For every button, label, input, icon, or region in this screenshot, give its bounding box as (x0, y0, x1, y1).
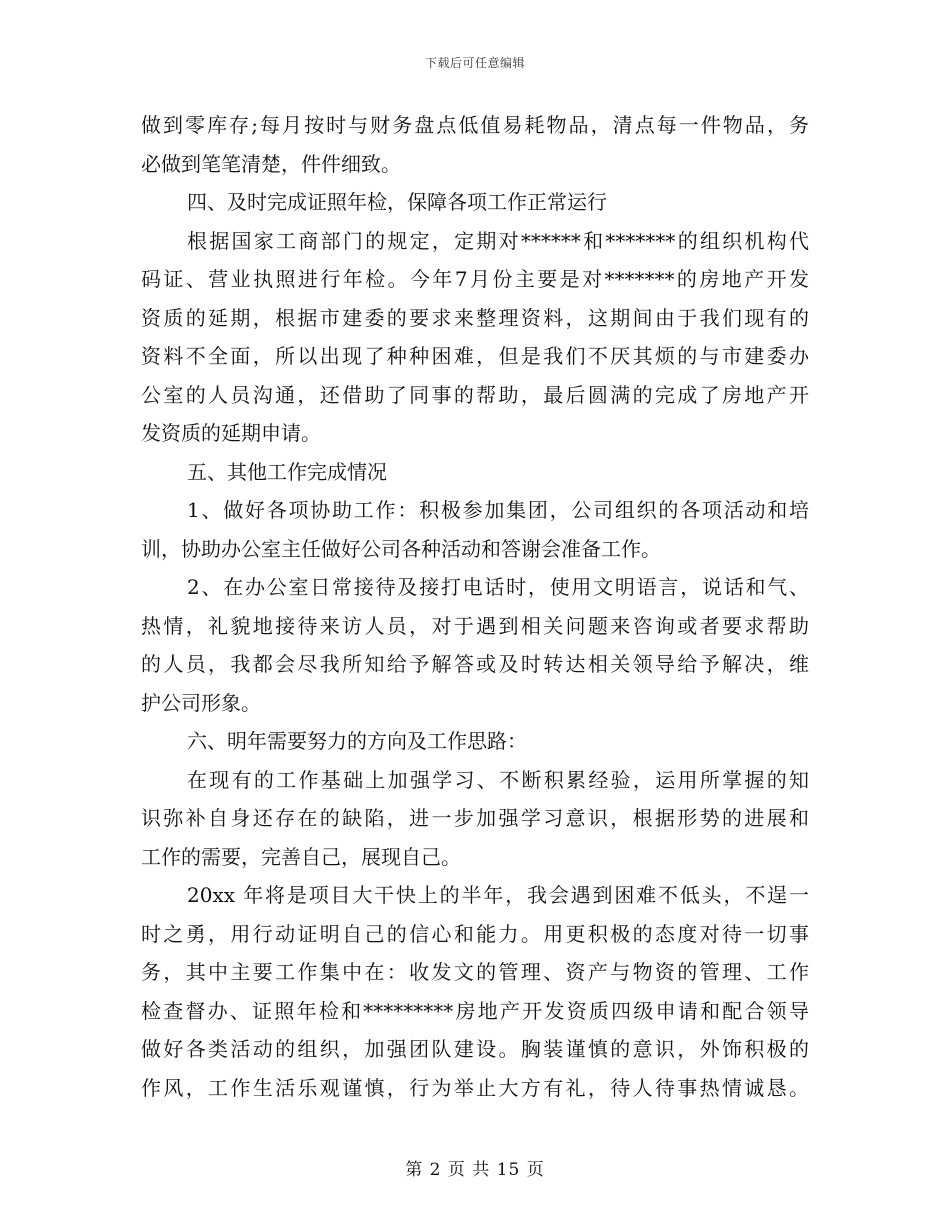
text-line: 发资质的延期申请。 (141, 421, 321, 445)
text-line: 20xx 年将是项目大干快上的半年，我会遇到困难不低头，不逞一 (187, 883, 809, 907)
text-line: 时之勇，用行动证明自己的信心和能力。用更积极的态度对待一切事 (141, 921, 809, 946)
text-line: 四、及时完成证照年检，保障各项工作正常运行 (187, 190, 607, 214)
text-line: 六、明年需要努力的方向及工作思路： (187, 729, 527, 753)
text-line: 训，协助办公室主任做好公司各种活动和答谢会准备工作。 (141, 536, 661, 561)
text-line: 2、在办公室日常接待及接打电话时，使用文明语言，说话和气、 (187, 575, 809, 599)
text-line: 资质的延期，根据市建委的要求来整理资料，这期间由于我们现有的 (141, 305, 809, 330)
text-line: 必做到笔笔清楚，件件细致。 (141, 151, 401, 176)
text-line: 检查督办、证照年检和*********房地产开发资质四级申请和配合领导 (141, 998, 809, 1023)
text-line: 根据国家工商部门的规定，定期对******和*******的组织机构代 (187, 228, 809, 253)
text-line: 务，其中主要工作集中在：收发文的管理、资产与物资的管理、工作 (141, 960, 809, 984)
document-body (141, 106, 809, 1107)
text-line: 公室的人员沟通，还借助了同事的帮助，最后圆满的完成了房地产开 (141, 382, 809, 407)
text-line: 识弥补自身还存在的缺陷，进一步加强学习意识，根据形势的进展和 (141, 806, 809, 830)
page-number-footer: 第 2 页 共 15 页 (405, 1160, 545, 1180)
text-line: 工作的需要，完善自己，展现自己。 (141, 844, 461, 869)
text-line: 热情，礼貌地接待来访人员，对于遇到相关问题来咨询或者要求帮助 (141, 613, 809, 638)
text-line: 在现有的工作基础上加强学习、不断积累经验，运用所掌握的知 (187, 767, 809, 792)
header-note: 下载后可任意编辑 (424, 56, 525, 70)
text-line: 做到零库存;每月按时与财务盘点低值易耗物品，清点每一件物品，务 (141, 113, 809, 137)
text-line: 码证、营业执照进行年检。今年7月份主要是对*******的房地产开发 (141, 267, 809, 291)
text-line: 五、其他工作完成情况 (187, 459, 387, 484)
text-line: 的人员，我都会尽我所知给予解答或及时转达相关领导给予解决，维 (141, 652, 809, 676)
text-line: 护公司形象。 (141, 690, 261, 715)
text-line: 资料不全面，所以出现了种种困难，但是我们不厌其烦的与市建委办 (141, 344, 809, 368)
text-line: 作风，工作生活乐观谨慎，行为举止大方有礼，待人待事热情诚恳。 (141, 1075, 809, 1100)
text-line: 1、做好各项协助工作：积极参加集团，公司组织的各项活动和培 (187, 498, 809, 522)
text-line: 做好各类活动的组织，加强团队建设。胸装谨慎的意识，外饰积极的 (141, 1037, 809, 1061)
